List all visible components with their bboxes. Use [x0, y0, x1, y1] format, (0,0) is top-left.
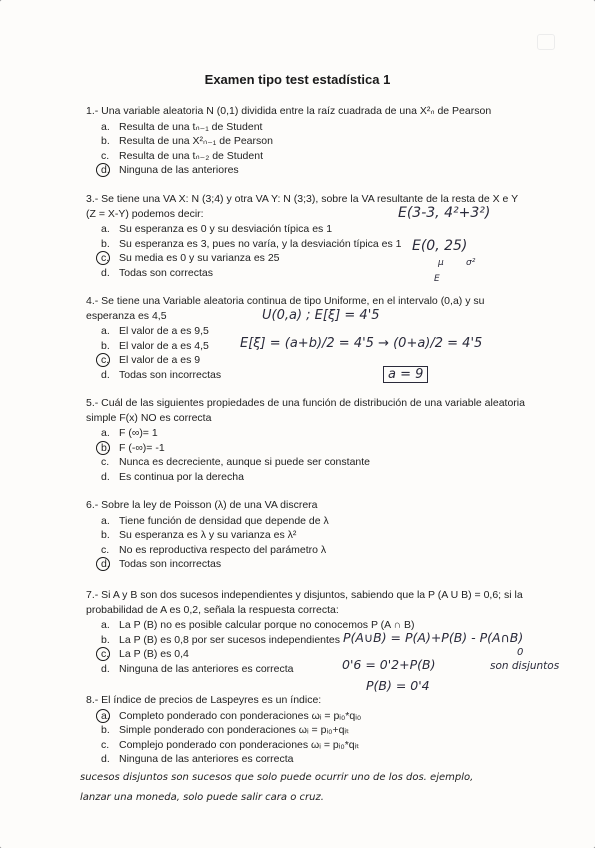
option-text: La P (B) es 0,8 por ser sucesos independientes	[119, 633, 341, 646]
option-a	[86, 709, 526, 724]
option-d	[86, 557, 526, 572]
option-d	[86, 266, 526, 281]
option-letter: b.	[101, 633, 110, 646]
option-letter: c.	[101, 354, 110, 366]
question-stem: 3.- Se tiene una VA X: N (3;4) y otra VA Y: N (3;3), sobre la VA resultante de la resta de X e Y (Z = X-Y) podemos decir:	[86, 193, 518, 220]
handwritten-q3-e: E	[434, 274, 440, 284]
handwritten-footer-line2: lanzar una moneda, solo puede salir cara o cruz.	[80, 792, 324, 803]
option-letter: c.	[101, 456, 110, 468]
option-letter: b.	[101, 724, 110, 736]
question-1	[86, 104, 526, 178]
handwritten-q7-calc: 0'6 = 0'2+P(B)	[342, 657, 436, 672]
option-letter: d.	[101, 558, 110, 570]
option-text: Resulta de una tₙ₋₂ de Student	[119, 149, 263, 162]
option-text: F (-∞)= -1	[119, 441, 165, 454]
option-d	[86, 368, 526, 383]
option-c	[86, 738, 526, 753]
option-letter: a.	[101, 120, 110, 133]
question-6	[86, 498, 526, 572]
option-text: Es continua por la derecha	[119, 470, 244, 483]
handwritten-q7-note: son disjuntos	[490, 660, 560, 672]
option-letter: b.	[101, 135, 110, 147]
question-5	[86, 396, 526, 484]
option-text: La P (B) no es posible calcular porque no conocemos P (A ∩ B)	[119, 619, 415, 631]
option-letter: d.	[101, 266, 110, 279]
option-letter: d.	[101, 368, 110, 381]
option-text: Nunca es decreciente, aunque si puede ser constante	[119, 456, 371, 468]
option-a	[86, 514, 526, 529]
handwritten-q3-sigma: σ²	[466, 258, 476, 268]
option-a	[86, 222, 526, 237]
option-text: Complejo ponderado con ponderaciones ωᵢ = pᵢ₀*qᵢₜ	[119, 738, 360, 751]
option-letter: b.	[101, 339, 110, 352]
handwritten-q4-line1: U(0,a) ; E[ξ] = 4'5	[262, 308, 380, 323]
option-text: Resulta de una X²ₙ₋₁ de Pearson	[119, 135, 273, 147]
option-text: Todas son incorrectas	[119, 368, 222, 381]
handwritten-q3-line2: E(0, 25)	[412, 238, 468, 254]
option-letter: c.	[101, 648, 110, 660]
option-text: Su media es 0 y su varianza es 25	[119, 252, 280, 264]
option-letter: d.	[101, 470, 110, 483]
question-stem: 4.- Se tiene una Variable aleatoria continua de tipo Uniforme, en el intervalo (0,a) y su esperanza es 4,5	[86, 295, 485, 322]
option-letter: b.	[101, 529, 110, 541]
option-b	[86, 723, 526, 738]
option-letter: c.	[101, 738, 110, 751]
handwritten-q7-formula: P(A∪B) = P(A)+P(B) - P(A∩B)	[343, 630, 524, 645]
option-d	[86, 470, 526, 485]
option-text: El valor de a es 4,5	[119, 339, 209, 352]
option-letter: a.	[101, 709, 110, 722]
option-letter: a.	[101, 514, 110, 527]
handwritten-q4-line2: E[ξ] = (a+b)/2 = 4'5 → (0+a)/2 = 4'5	[240, 336, 483, 351]
option-b	[86, 134, 526, 149]
option-letter: d.	[101, 164, 110, 176]
option-b	[86, 528, 526, 543]
handwritten-footer-line1: sucesos disjuntos son sucesos que solo puede ocurrir uno de los dos. ejemplo,	[80, 772, 474, 783]
handwritten-q3-mu: μ	[438, 258, 444, 268]
page-title: Examen tipo test estadística 1	[204, 72, 391, 87]
option-c	[86, 455, 526, 470]
option-letter: c.	[101, 149, 110, 162]
option-c	[86, 353, 526, 368]
option-text: La P (B) es 0,4	[119, 648, 189, 660]
option-letter: b.	[101, 441, 110, 454]
option-text: F (∞)= 1	[119, 427, 158, 439]
option-letter: a.	[101, 427, 110, 439]
option-text: Ninguna de las anteriores es correcta	[119, 662, 294, 675]
option-c	[86, 543, 526, 558]
option-a	[86, 120, 526, 135]
option-text: Completo ponderado con ponderaciones ωᵢ = pᵢ₀*qᵢ₀	[119, 709, 362, 722]
option-letter: b.	[101, 237, 110, 250]
handwritten-q4-result: a = 9	[383, 366, 428, 383]
option-letter: a.	[101, 325, 110, 337]
option-c	[86, 149, 526, 164]
option-text: Su esperanza es λ y su varianza es λ²	[119, 529, 297, 541]
question-stem: 6.- Sobre la ley de Poisson (λ) de una VA discrera	[86, 499, 318, 511]
option-a	[86, 426, 526, 441]
option-letter: c.	[101, 252, 110, 264]
option-b	[86, 441, 526, 456]
option-text: El valor de a es 9	[119, 354, 201, 366]
option-text: Todas son incorrectas	[119, 558, 222, 570]
option-d	[86, 752, 526, 767]
question-stem: 8.- El índice de precios de Laspeyres es un índice:	[86, 694, 322, 706]
handwritten-q7-zero: 0	[517, 647, 524, 658]
option-text: Su esperanza es 0 y su desviación típica es 1	[119, 223, 333, 235]
option-text: Todas son correctas	[119, 266, 213, 279]
question-stem: 1.- Una variable aleatoria N (0,1) dividida entre la raíz cuadrada de una X²ₙ de Pearson	[86, 105, 492, 117]
handwritten-q7-result: P(B) = 0'4	[366, 678, 430, 693]
option-text: Tiene función de densidad que depende de λ	[119, 514, 329, 527]
option-letter: d.	[101, 753, 110, 765]
option-text: Su esperanza es 3, pues no varía, y la desviación típica es 1	[119, 237, 402, 250]
question-8	[86, 693, 526, 767]
question-stem: 7.- Si A y B son dos sucesos independientes y disjuntos, sabiendo que la P (A U B) = 0,6; si la probabilidad de A es 0,2, señala la respuesta correcta:	[86, 589, 523, 616]
option-d	[86, 662, 526, 677]
question-stem: 5.- Cuál de las siguientes propiedades de una función de distribución de una variable aleatoria simple F(x) NO es correcta	[86, 397, 525, 424]
option-text: Ninguna de las anteriores	[119, 164, 239, 176]
option-text: No es reproductiva respecto del parámetro λ	[119, 543, 327, 556]
option-text: Resulta de una tₙ₋₁ de Student	[119, 120, 263, 133]
option-letter: a.	[101, 223, 110, 235]
corner-mark	[537, 34, 555, 50]
option-text: El valor de a es 9,5	[119, 325, 209, 337]
handwritten-q3-line1: E(3-3, 4²+3²)	[398, 205, 491, 221]
option-letter: c.	[101, 543, 110, 556]
option-letter: d.	[101, 662, 110, 675]
option-letter: a.	[101, 619, 110, 631]
option-c	[86, 647, 526, 662]
option-text: Ninguna de las anteriores es correcta	[119, 753, 294, 765]
option-text: Simple ponderado con ponderaciones ωᵢ = pᵢ₀+qᵢₜ	[119, 724, 350, 736]
option-d	[86, 163, 526, 178]
